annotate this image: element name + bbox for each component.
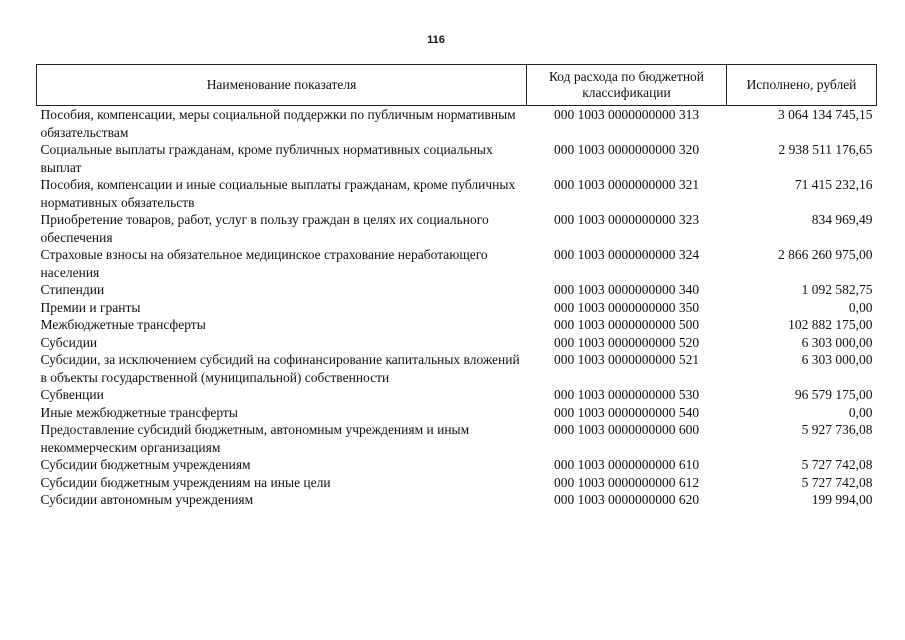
row-amount: 5 927 736,08 (801, 422, 873, 437)
row-code: 000 1003 0000000000 340 (553, 282, 700, 297)
row-name: Пособия, компенсации и иные социальные выплаты гражданам, кроме публичных нормативных обязательств (40, 177, 516, 210)
row-code: 000 1003 0000000000 530 (553, 387, 700, 402)
row-code: 000 1003 0000000000 350 (553, 299, 700, 315)
table-row (37, 404, 877, 422)
row-code: 000 1003 0000000000 620 (553, 492, 700, 507)
row-name: Межбюджетные трансферты (40, 317, 206, 332)
row-amount: 0,00 (848, 299, 873, 315)
table-row (37, 456, 877, 474)
row-amount: 5 727 742,08 (801, 457, 873, 472)
row-name: Социальные выплаты гражданам, кроме публичных нормативных социальных выплат (40, 142, 493, 175)
row-amount: 71 415 232,16 (794, 177, 873, 192)
row-name: Страховые взносы на обязательное медицинское страхование неработающего населения (40, 247, 488, 280)
row-code: 000 1003 0000000000 612 (553, 474, 700, 490)
row-code: 000 1003 0000000000 320 (553, 142, 700, 157)
row-amount: 834 969,49 (811, 212, 873, 227)
table-body (37, 106, 877, 509)
row-code: 000 1003 0000000000 324 (553, 247, 700, 262)
row-amount: 3 064 134 745,15 (778, 107, 873, 122)
table-row (37, 106, 877, 142)
row-name: Субсидии, за исключением субсидий на софинансирование капитальных вложений в объекты государственной (муниципальной) собственности (40, 352, 520, 385)
row-amount: 96 579 175,00 (794, 387, 873, 402)
row-code: 000 1003 0000000000 313 (553, 107, 700, 122)
header-amount: Исполнено, рублей (727, 65, 877, 106)
table-row (37, 421, 877, 456)
row-code: 000 1003 0000000000 610 (553, 457, 700, 472)
row-code: 000 1003 0000000000 323 (553, 212, 700, 227)
row-code: 000 1003 0000000000 500 (553, 317, 700, 332)
table-row (37, 386, 877, 404)
row-name: Субсидии автономным учреждениям (40, 492, 254, 507)
row-code: 000 1003 0000000000 540 (553, 404, 700, 420)
row-amount: 2 938 511 176,65 (778, 142, 873, 157)
row-amount: 5 727 742,08 (801, 474, 873, 490)
table-row (37, 141, 877, 176)
row-name: Премии и гранты (40, 299, 141, 315)
row-amount: 0,00 (848, 404, 873, 420)
row-amount: 6 303 000,00 (801, 352, 873, 367)
table-row (37, 176, 877, 211)
header-name: Наименование показателя (37, 65, 527, 106)
row-name: Предоставление субсидий бюджетным, автономным учреждениям и иным некоммерческим организациям (40, 422, 470, 455)
table-row (37, 211, 877, 246)
row-code: 000 1003 0000000000 321 (553, 177, 700, 192)
table-header (37, 65, 877, 106)
row-name: Пособия, компенсации, меры социальной поддержки по публичным нормативным обязательствам (40, 107, 516, 140)
table-row (37, 474, 877, 492)
row-name: Субсидии (40, 334, 98, 350)
row-name: Субвенции (40, 387, 104, 402)
row-amount: 2 866 260 975,00 (778, 247, 873, 262)
page-number: 116 (427, 34, 445, 46)
row-code: 000 1003 0000000000 520 (553, 334, 700, 350)
expenditure-table (36, 64, 877, 509)
table-row (37, 299, 877, 317)
row-amount: 1 092 582,75 (801, 282, 873, 297)
row-code: 000 1003 0000000000 521 (553, 352, 700, 367)
row-name: Иные межбюджетные трансферты (40, 404, 238, 420)
header-row (37, 65, 877, 106)
row-name: Субсидии бюджетным учреждениям на иные цели (40, 474, 331, 490)
table-row (37, 351, 877, 386)
row-name: Стипендии (40, 282, 105, 297)
row-name: Приобретение товаров, работ, услуг в пользу граждан в целях их социального обеспечения (40, 212, 489, 245)
table-row (37, 281, 877, 299)
table-row (37, 246, 877, 281)
header-code: Код расхода по бюджетной классификации (527, 65, 727, 106)
row-amount: 102 882 175,00 (788, 317, 873, 332)
table-row (37, 491, 877, 509)
row-code: 000 1003 0000000000 600 (553, 422, 700, 437)
table-row (37, 316, 877, 334)
row-name: Субсидии бюджетным учреждениям (40, 457, 251, 472)
row-amount: 6 303 000,00 (801, 334, 873, 350)
row-amount: 199 994,00 (811, 492, 873, 507)
table-row (37, 334, 877, 352)
